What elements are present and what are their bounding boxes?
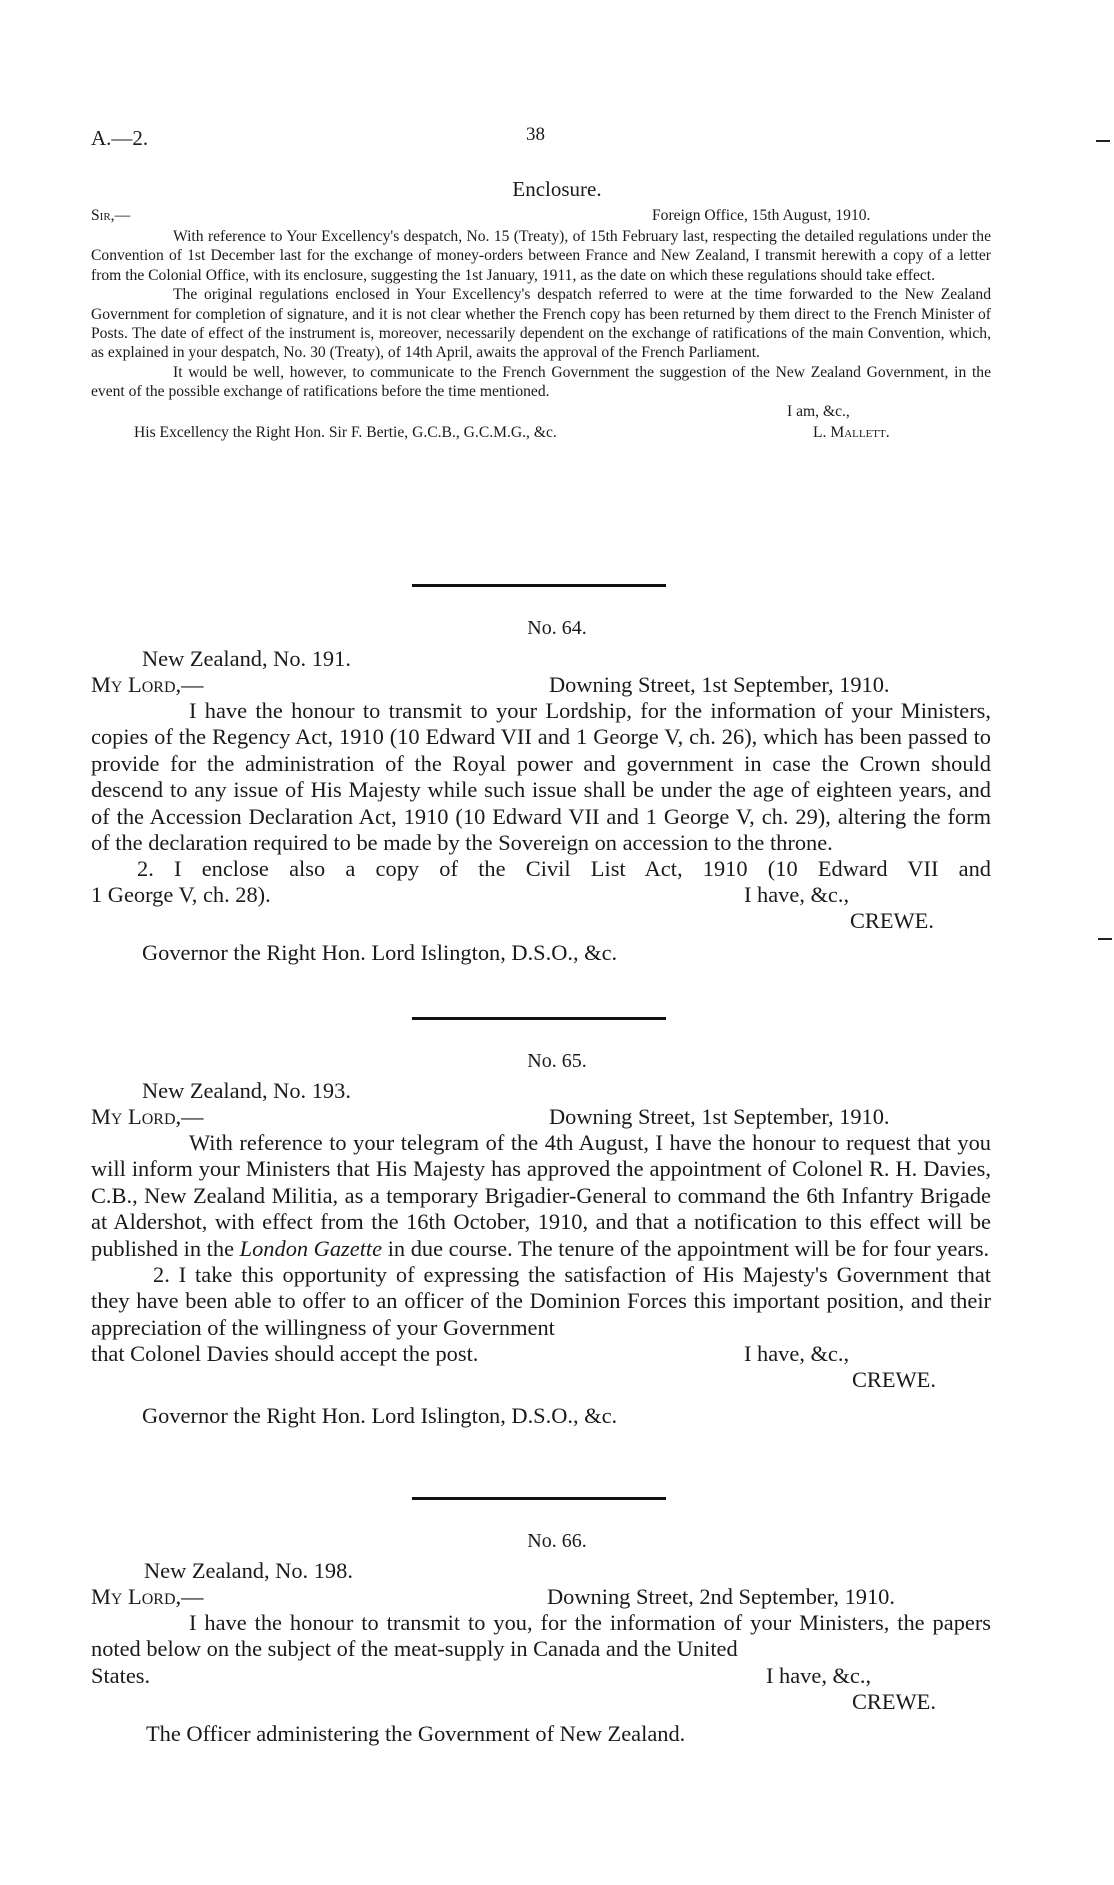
enclosure-salutation: Sir,— [91,207,131,224]
section-divider [412,1497,666,1500]
despatch-closing: I have, &c., [766,1662,872,1688]
despatch-addressee-row [91,1715,991,1747]
despatch-closing-row [91,1341,991,1367]
despatch-66 [91,1558,991,1747]
despatch-header-row [91,672,991,698]
despatch-paragraph-line: States. [91,1662,151,1688]
document-number-64: No. 64. [527,617,587,639]
enclosure-paragraph: It would be well, however, to communicate to the French Government the suggestion of the New Zealand Government, in the event of the possible exchange of ratifications before the time mentioned. [91,363,991,401]
despatch-paragraph [91,1130,991,1262]
despatch-place-date: Downing Street, 1st September, 1910. [549,672,890,697]
enclosure-paragraph: The original regulations enclosed in Your Excellency's despatch referred to were at the time forwarded to the New Zealand Government for completion of signature, and it is not clear whether the French copy has been returned by them direct to the French Minister of Posts. The date of effect of the instrument is, moreover, necessarily dependent on the exchange of ratifications of the main Convention, which, as explained in your despatch, No. 30 (Treaty), of 14th April, awaits the approval of the French Parliament. [91,286,991,362]
enclosure-paragraph: With reference to Your Excellency's despatch, No. 15 (Treaty), of 15th February last, respecting the detailed regulations under the Convention of 1st December last for the exchange of money-orders between France and New Zealand, I transmit herewith a copy of a letter from the Colonial Office, with its enclosure, suggesting the 1st January, 1911, as the date on which these regulations should take effect. [91,228,991,284]
despatch-paragraph-line: 1 George V, ch. 28). [91,882,271,908]
enclosure-closing-row [91,402,991,423]
despatch-paragraph: I have the honour to transmit to your Lordship, for the information of your Ministers, copies of the Regency Act, 1910 (10 Edward VII and 1 George V, ch. 26), which has been passed to provide for the administration of the Royal power and government in case the Crown should descend to any issue of His Majesty while such issue shall be under the age of eighteen years, and of the Accession Declaration Act, 1910 (10 Edward VII and 1 George V, ch. 29), altering the form of the declaration required to be made by the Sovereign on accession to the throne. [91,698,991,856]
enclosure-closing: I am, &c., [787,402,850,420]
despatch-text: in due course. The tenure of the appointment will be for four years. [387,1235,990,1261]
despatch-salutation: My Lord,— [91,1104,204,1129]
enclosure-place-date: Foreign Office, 15th August, 1910. [652,207,871,224]
despatch-place-date: Downing Street, 1st September, 1910. [549,1104,890,1129]
despatch-64 [91,646,991,964]
despatch-salutation: My Lord,— [91,1584,204,1609]
margin-mark [1096,140,1110,142]
despatch-paragraph-line: 2. I enclose also a copy of the Civil List Act, 1910 (10 Edward VII and [137,856,991,882]
despatch-salutation: My Lord,— [91,672,204,697]
enclosure-letter [91,206,991,444]
section-divider [412,1017,666,1020]
enclosure-addressee: His Excellency the Right Hon. Sir F. Bertie, G.C.B., G.C.M.G., &c. [134,423,557,441]
despatch-signature-row [91,908,991,934]
despatch-addressee-row [91,934,991,964]
document-number-65: No. 65. [527,1050,587,1072]
despatch-ref: New Zealand, No. 198. [144,1558,353,1583]
despatch-header-row [91,1584,991,1610]
despatch-closing: I have, &c., [744,1341,850,1367]
despatch-65 [91,1078,991,1427]
document-reference: A.—2. [91,126,149,150]
despatch-closing-row [91,1663,991,1689]
despatch-ref-row [91,1558,991,1584]
despatch-signature: CREWE. [852,1688,936,1714]
page-number: 38 [526,124,545,145]
enclosure-header-row [91,206,991,227]
despatch-paragraph: 2. I take this opportunity of expressing the satisfaction of His Majesty's Government that they have been able to offer to an officer of the Dominion Forces this important position, and their appreciation of the willingness of your Government [91,1262,991,1340]
despatch-paragraph-row [91,856,991,882]
despatch-signature: CREWE. [852,1367,936,1393]
london-gazette-title: London Gazette [239,1235,383,1261]
despatch-ref-row [91,646,991,672]
despatch-signature-row [91,1367,991,1393]
enclosure-signature: L. Mallett. [813,423,890,441]
despatch-paragraph-line: that Colonel Davies should accept the post. [91,1341,479,1367]
section-divider [412,584,666,587]
despatch-paragraph: I have the honour to transmit to you, for the information of your Ministers, the papers noted below on the subject of the meat-supply in Canada and the United [91,1610,991,1662]
despatch-closing: I have, &c., [744,882,850,908]
enclosure-addressee-row [91,423,991,444]
despatch-addressee: Governor the Right Hon. Lord Islington, D.S.O., &c. [142,1403,618,1429]
despatch-ref: New Zealand, No. 191. [142,646,351,671]
despatch-addressee-row [91,1393,991,1427]
despatch-signature: CREWE. [850,908,934,934]
margin-mark [1098,938,1112,940]
despatch-header-row [91,1104,991,1130]
despatch-ref: New Zealand, No. 193. [142,1078,351,1103]
document-number-66: No. 66. [527,1530,587,1552]
despatch-ref-row [91,1078,991,1104]
despatch-addressee: Governor the Right Hon. Lord Islington, D.S.O., &c. [142,940,618,966]
despatch-closing-row [91,882,991,908]
despatch-addressee: The Officer administering the Government of New Zealand. [146,1720,686,1746]
despatch-text: With reference to your telegram of the 4th August, I have the honour to request that you will inform your Ministers that His Majesty has approved the appointment of Colonel R. H. Davies, C.B., New Zealand Militia, as a temporary Brigadier-General to command the 6th Infantry Brigade at Aldershot, with effect from the 16th October, 1910, and that a notification to this effect will be published in the [91,1130,991,1261]
enclosure-title: Enclosure. [512,177,602,201]
despatch-place-date: Downing Street, 2nd September, 1910. [547,1584,895,1609]
despatch-signature-row [91,1689,991,1715]
